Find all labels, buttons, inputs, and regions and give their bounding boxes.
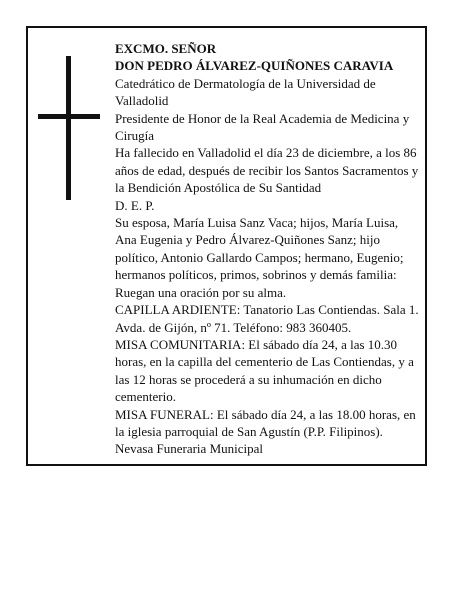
title-professor: Catedrático de Dermatología de la Universidad de Valladolid: [115, 75, 376, 109]
community-mass-info: MISA COMUNITARIA: El sábado día 24, a las 10.30 horas, en la capilla del cementerio de Las Contiendas, y a las 12 horas se procederá a su inhumación en dicho cementerio.: [115, 336, 414, 405]
cross-horizontal-bar: [38, 114, 100, 119]
death-announcement: Ha fallecido en Valladolid el día 23 de diciembre, a los 86 años de edad, después de recibir los Santos Sacramentos y la Bendición Apostólica de Su Santidad: [115, 145, 419, 196]
funeral-home: Nevasa Funeraria Municipal: [115, 441, 264, 457]
obituary-text: [115, 40, 420, 458]
honorific: EXCMO. SEÑOR: [115, 41, 217, 56]
cross-icon: [38, 56, 100, 200]
funeral-mass-info: MISA FUNERAL: El sábado día 24, a las 18.00 horas, en la iglesia parroquial de San Agustín (P.P. Filipinos).: [115, 406, 416, 439]
chapel-info: CAPILLA ARDIENTE: Tanatorio Las Contiendas. Sala 1. Avda. de Gijón, nº 71. Teléfono: 983 360405.: [115, 302, 419, 335]
obituary-notice: [26, 26, 427, 466]
rip-text: D. E. P.: [115, 197, 155, 213]
cross-vertical-bar: [66, 56, 71, 200]
title-academy: Presidente de Honor de la Real Academia de Medicina y Cirugía: [115, 110, 410, 144]
deceased-name: DON PEDRO ÁLVAREZ-QUIÑONES CARAVIA: [115, 58, 394, 74]
prayer-request: Ruegan una oración por su alma.: [115, 284, 287, 300]
family-members: Su esposa, María Luisa Sanz Vaca; hijos, María Luisa, Ana Eugenia y Pedro Álvarez-Quiñones Sanz; hijo político, Antonio Gallardo Campos; hermano, Eugenio; hermanos políticos, primos, sobrinos y demás familia:: [115, 215, 404, 283]
